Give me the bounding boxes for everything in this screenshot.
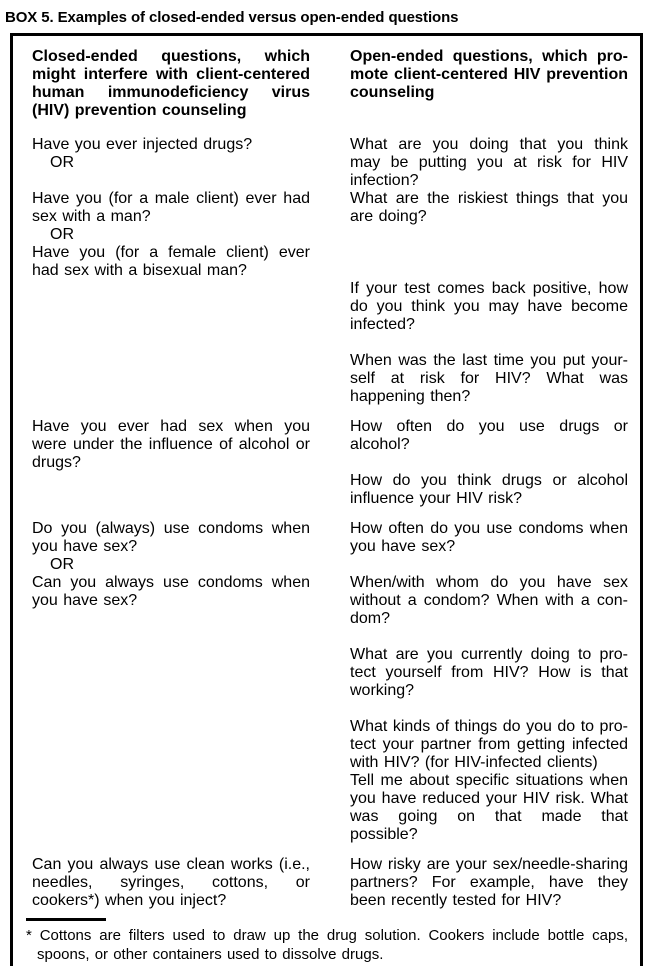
question-text: What are you doing that you think may be putting you at risk for HIV infection?: [350, 136, 628, 189]
question-text: OR: [50, 226, 74, 243]
questions-box: [10, 33, 643, 966]
table-row: [32, 520, 628, 844]
open-ended-cell: [350, 418, 628, 508]
table-body: [32, 136, 628, 910]
question-text: What kinds of things do you do to protect your partner from getting infected with HIV? (for HIV-infected clients): [350, 718, 628, 771]
question-text: Have you (for a male client) ever had sex with a man?: [32, 190, 310, 225]
question-text: What are the riskiest things that you are doing?: [350, 190, 628, 225]
box-title: BOX 5. Examples of closed-ended versus open-ended questions: [5, 9, 459, 26]
question-text: Tell me about specific situations when you have reduced your HIV risk. What was going on that made that possible?: [350, 772, 628, 843]
question-text: OR: [50, 154, 74, 171]
closed-ended-cell: [32, 856, 310, 910]
open-ended-cell: [350, 856, 628, 910]
question-text: How often do you use condoms when you have sex?: [350, 520, 628, 555]
question-text: When was the last time you put yourself at risk for HIV? What was happening then?: [350, 352, 628, 405]
table-row: [32, 856, 628, 910]
question-text: How risky are your sex/needle-sharing partners? For example, have they been recently tested for HIV?: [350, 856, 628, 909]
question-text: Do you (always) use condoms when you have sex?: [32, 520, 310, 555]
question-text: Can you always use condoms when you have sex?: [32, 574, 310, 609]
open-ended-cell: [350, 520, 628, 844]
question-text: OR: [50, 556, 74, 573]
question-text: How do you think drugs or alcohol influence your HIV risk?: [350, 472, 628, 507]
column-header-open-ended: Open-ended questions, which promote client-centered HIV prevention counseling: [350, 48, 628, 101]
closed-ended-cell: [32, 136, 310, 406]
footnote-rule: [26, 918, 106, 921]
table-row: [32, 418, 628, 508]
column-header-closed-ended: Closed-ended questions, which might interfere with client-centered human immunodeficiency virus (HIV) prevention counseling: [32, 48, 310, 119]
table-header-row: [32, 48, 628, 120]
question-text: When/with whom do you have sex without a condom? When with a condom?: [350, 574, 628, 627]
question-text: Can you always use clean works (i.e., needles, syringes, cottons, or cookers*) when you inject?: [32, 856, 310, 909]
open-ended-cell: [350, 136, 628, 406]
question-text: Have you ever had sex when you were under the influence of alcohol or drugs?: [32, 418, 310, 471]
closed-ended-cell: [32, 418, 310, 508]
question-text: What are you currently doing to protect yourself from HIV? How is that working?: [350, 646, 628, 699]
question-text: How often do you use drugs or alcohol?: [350, 418, 628, 453]
closed-ended-cell: [32, 520, 310, 844]
table-row: [32, 136, 628, 406]
footnote: * Cottons are filters used to draw up the drug solution. Cookers include bottle caps, spoons, or other containers used to dissolve drugs.: [26, 927, 628, 963]
question-text: Have you ever injected drugs?: [32, 136, 253, 153]
question-text: Have you (for a female client) ever had sex with a bisexual man?: [32, 244, 310, 279]
question-text: If your test comes back positive, how do you think you may have become infected?: [350, 280, 628, 333]
